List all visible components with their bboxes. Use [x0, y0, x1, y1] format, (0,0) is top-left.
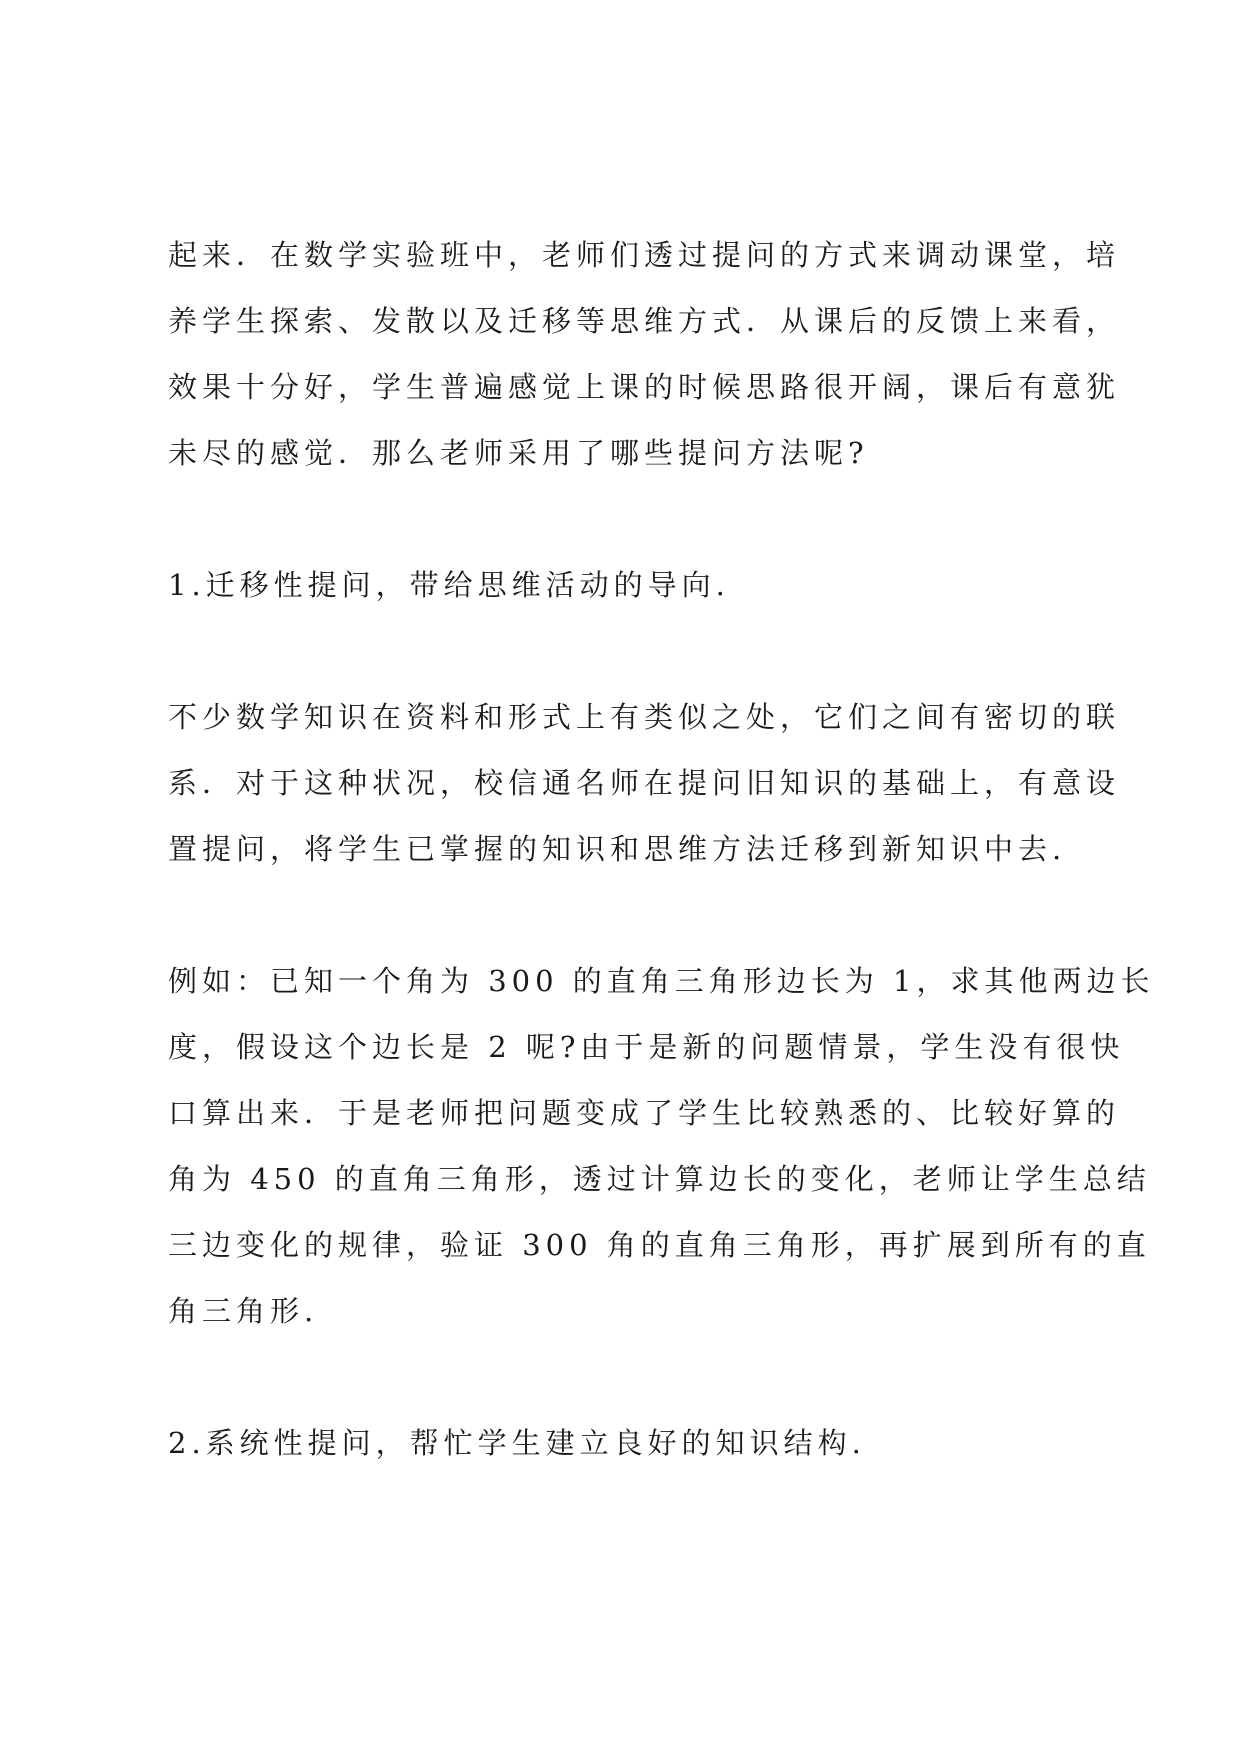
text-line: 未尽的感觉．那么老师采用了哪些提问方法呢?	[168, 436, 869, 470]
text-line: 不少数学知识在资料和形式上有类似之处，它们之间有密切的联	[168, 700, 1121, 734]
text-line: 角三角形.	[168, 1294, 319, 1328]
paragraph-spacer	[168, 882, 1098, 948]
text-line: 口算出来．于是老师把问题变成了学生比较熟悉的、比较好算的	[168, 1096, 1121, 1130]
text-line: 例如：已知一个角为 300 的直角三角形边长为 1，求其他两边长	[168, 964, 1155, 998]
text-line: 效果十分好，学生普遍感觉上课的时候思路很开阔，课后有意犹	[168, 370, 1121, 404]
text-line: 起来．在数学实验班中，老师们透过提问的方式来调动课堂，培	[168, 238, 1121, 272]
document-body	[168, 222, 1155, 1476]
paragraph-spacer	[168, 1344, 1098, 1410]
paragraph-spacer	[168, 486, 1098, 552]
text-line: 系．对于这种状况，校信通名师在提问旧知识的基础上，有意设	[168, 766, 1121, 800]
paragraph-spacer	[168, 618, 1098, 684]
text-line: 角为 450 的直角三角形，透过计算边长的变化，老师让学生总结	[168, 1162, 1151, 1196]
heading-systematic-questioning	[168, 1410, 1098, 1476]
heading-transfer-questioning	[168, 552, 1098, 618]
text-line: 度，假设这个边长是 2 呢?由于是新的问题情景，学生没有很快	[168, 1030, 1125, 1064]
section-heading: 1.迁移性提问，带给思维活动的导向.	[168, 568, 730, 602]
paragraph-example	[168, 948, 1155, 1344]
text-line: 置提问，将学生已掌握的知识和思维方法迁移到新知识中去.	[168, 832, 1067, 866]
text-line: 三边变化的规律，验证 300 角的直角三角形，再扩展到所有的直	[168, 1228, 1151, 1262]
section-heading: 2.系统性提问，帮忙学生建立良好的知识结构.	[168, 1426, 866, 1460]
text-line: 养学生探索、发散以及迁移等思维方式．从课后的反馈上来看，	[168, 304, 1121, 338]
paragraph-intro	[168, 222, 1121, 486]
paragraph-knowledge-transfer	[168, 684, 1121, 882]
